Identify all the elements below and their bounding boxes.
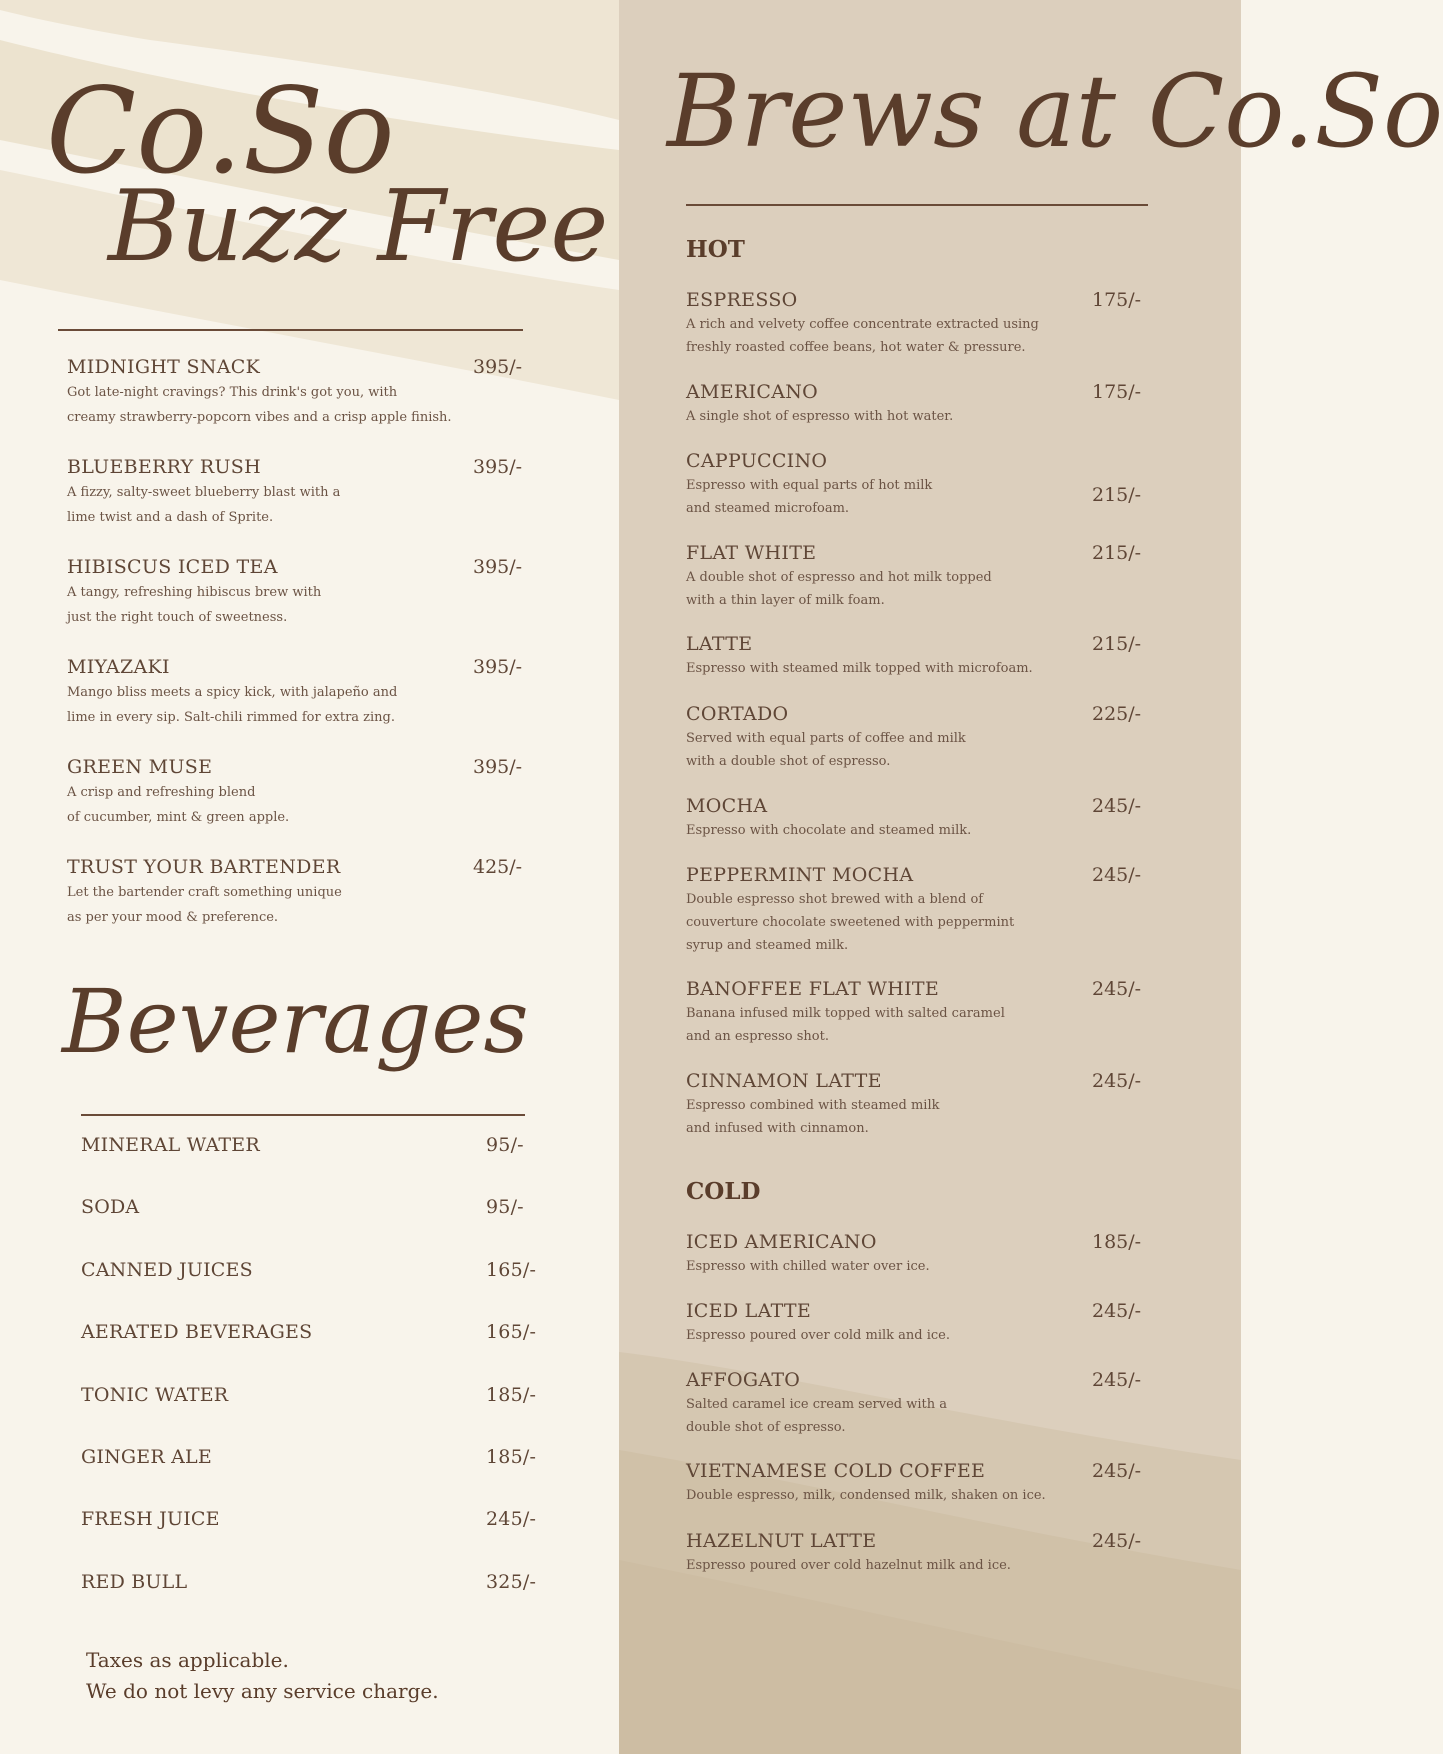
beverage-name: RED BULL [81,1570,188,1593]
item-price: 215/- [1092,633,1142,655]
item-name: AMERICANO [686,381,819,403]
menu-item [686,1460,1106,1507]
item-name: LATTE [686,633,753,655]
item-description [686,474,1106,520]
beverage-price: 95/- [486,1134,524,1156]
item-name: AFFOGATO [686,1369,801,1391]
left-panel [0,0,619,1754]
description-line: and infused with cinnamon. [686,1121,869,1136]
menu-item [686,1231,1106,1278]
item-name: TRUST YOUR BARTENDER [67,856,341,878]
description-line: A tangy, refreshing hibiscus brew with [67,585,322,600]
description-line: of cucumber, mint & green apple. [67,810,290,825]
title-line-2: Buzz Free [108,170,609,284]
description-line: Served with equal parts of coffee and milk [686,731,966,746]
menu-item [67,756,487,830]
item-name: HIBISCUS ICED TEA [67,556,278,578]
description-line: Espresso poured over cold hazelnut milk and ice. [686,1558,1011,1573]
item-price: 245/- [1092,1300,1142,1322]
description-line: with a thin layer of milk foam. [686,593,885,608]
beverage-price: 95/- [486,1196,524,1219]
item-description [67,880,487,930]
item-price: 395/- [473,656,523,678]
beverage-price: 185/- [486,1446,537,1468]
item-price: 245/- [1092,1460,1142,1482]
description-line: double shot of espresso. [686,1420,846,1435]
description-line: and steamed microfoam. [686,501,850,516]
menu-item [686,1530,1106,1577]
description-line: A rich and velvety coffee concentrate extracted using [686,317,1039,332]
beverage-name: AERATED BEVERAGES [81,1321,313,1344]
description-line: just the right touch of sweetness. [67,610,288,625]
item-name: MIYAZAKI [67,656,170,678]
item-description [686,1324,1106,1347]
item-price: 395/- [473,556,523,578]
description-line: Mango bliss meets a spicy kick, with jalapeño and [67,685,398,700]
title-line-1: Co.So [46,62,395,200]
item-price: 185/- [1092,1231,1142,1253]
menu-item [686,542,1106,612]
item-description [686,405,1106,428]
brews-title: Brews at Co.So [667,53,1443,170]
item-description [67,680,487,730]
menu-item [67,356,487,430]
item-name: VIETNAMESE COLD COFFEE [686,1460,986,1482]
item-description [686,1393,1106,1439]
item-description [686,1094,1106,1140]
item-price: 245/- [1092,978,1142,1000]
menu-item [686,289,1106,359]
description-line: Got late-night cravings? This drink's got you, with [67,385,398,400]
menu-item [686,795,1106,842]
beverages-title: Beverages [62,970,529,1073]
beverage-price: 165/- [486,1321,537,1344]
item-description [686,1255,1106,1278]
item-description [67,580,487,630]
beverages-divider [81,1114,525,1116]
item-price: 395/- [473,356,523,378]
footer-service-charge: We do not levy any service charge. [86,1679,439,1703]
description-line: Espresso with chilled water over ice. [686,1259,930,1274]
item-price: 175/- [1092,381,1142,403]
description-line: Let the bartender craft something unique [67,885,342,900]
description-line: Espresso poured over cold milk and ice. [686,1328,950,1343]
description-line: syrup and steamed milk. [686,938,849,953]
item-name: MOCHA [686,795,768,817]
menu-item [686,450,1106,520]
item-description [67,480,487,530]
footer-taxes: Taxes as applicable. [86,1648,289,1672]
menu-item [67,656,487,730]
item-name: CINNAMON LATTE [686,1070,882,1092]
description-line: with a double shot of espresso. [686,754,891,769]
item-price: 245/- [1092,1530,1142,1552]
item-name: MIDNIGHT SNACK [67,356,261,378]
description-line: A crisp and refreshing blend [67,785,256,800]
item-description [686,657,1106,680]
item-description [67,380,487,430]
beverage-price: 325/- [486,1570,537,1593]
description-line: Salted caramel ice cream served with a [686,1397,947,1412]
item-price: 395/- [473,456,523,478]
item-price: 215/- [1092,484,1142,506]
item-name: ESPRESSO [686,289,798,311]
beverage-price: 165/- [486,1258,537,1281]
title-divider [58,329,523,331]
hot-heading: HOT [686,236,745,263]
menu-item [686,864,1106,957]
item-name: BLUEBERRY RUSH [67,456,261,478]
item-name: ICED AMERICANO [686,1231,877,1253]
description-line: Double espresso, milk, condensed milk, shaken on ice. [686,1488,1046,1503]
description-line: Banana infused milk topped with salted caramel [686,1006,1005,1021]
item-name: FLAT WHITE [686,542,817,564]
item-description [686,1002,1106,1048]
description-line: Espresso with chocolate and steamed milk. [686,823,972,838]
menu-item [686,703,1106,773]
menu-item [67,456,487,530]
item-name: ICED LATTE [686,1300,812,1322]
item-name: HAZELNUT LATTE [686,1530,877,1552]
item-description [686,313,1106,359]
description-line: Espresso combined with steamed milk [686,1098,940,1113]
beverage-name: CANNED JUICES [81,1258,253,1281]
item-price: 245/- [1092,1070,1142,1092]
beverage-price: 245/- [486,1508,537,1531]
item-price: 225/- [1092,703,1142,725]
item-description [686,888,1106,957]
beverage-name: SODA [81,1196,140,1219]
menu-item [686,1369,1106,1439]
item-price: 245/- [1092,864,1142,886]
description-line: couverture chocolate sweetened with peppermint [686,915,1015,930]
menu-item [686,978,1106,1048]
item-price: 425/- [473,856,523,878]
description-line: Espresso with equal parts of hot milk [686,478,933,493]
description-line: A fizzy, salty-sweet blueberry blast with a [67,485,341,500]
description-line: A single shot of espresso with hot water. [686,409,954,424]
item-name: BANOFFEE FLAT WHITE [686,978,940,1000]
item-name: PEPPERMINT MOCHA [686,864,914,886]
description-line: creamy strawberry-popcorn vibes and a crisp apple finish. [67,410,452,425]
item-description [67,780,487,830]
beverage-name: MINERAL WATER [81,1134,260,1156]
item-name: CAPPUCCINO [686,450,828,472]
item-description [686,1484,1106,1507]
menu-item [686,1070,1106,1140]
item-price: 215/- [1092,542,1142,564]
cold-heading: COLD [686,1178,761,1205]
right-panel [619,0,1443,1754]
description-line: and an espresso shot. [686,1029,829,1044]
description-line: lime twist and a dash of Sprite. [67,510,274,525]
brews-divider [686,204,1148,206]
item-description [686,819,1106,842]
beverage-name: FRESH JUICE [81,1508,220,1531]
description-line: A double shot of espresso and hot milk topped [686,570,992,585]
item-name: GREEN MUSE [67,756,213,778]
item-description [686,1554,1106,1577]
description-line: Double espresso shot brewed with a blend of [686,892,984,907]
beverage-name: TONIC WATER [81,1383,229,1406]
menu-item [67,856,487,930]
menu-item [686,633,1106,680]
item-price: 245/- [1092,1369,1142,1391]
item-description [686,566,1106,612]
description-line: freshly roasted coffee beans, hot water & pressure. [686,340,1026,355]
description-line: Espresso with steamed milk topped with microfoam. [686,661,1033,676]
description-line: lime in every sip. Salt-chili rimmed for extra zing. [67,710,395,725]
footer-note [86,1645,439,1707]
menu-item [686,381,1106,428]
item-price: 395/- [473,756,523,778]
menu-item [67,556,487,630]
item-price: 175/- [1092,289,1142,311]
description-line: as per your mood & preference. [67,910,279,925]
beverage-price: 185/- [486,1383,537,1406]
beverage-name: GINGER ALE [81,1446,212,1468]
item-description [686,727,1106,773]
menu-item [686,1300,1106,1347]
item-price: 245/- [1092,795,1142,817]
item-name: CORTADO [686,703,789,725]
